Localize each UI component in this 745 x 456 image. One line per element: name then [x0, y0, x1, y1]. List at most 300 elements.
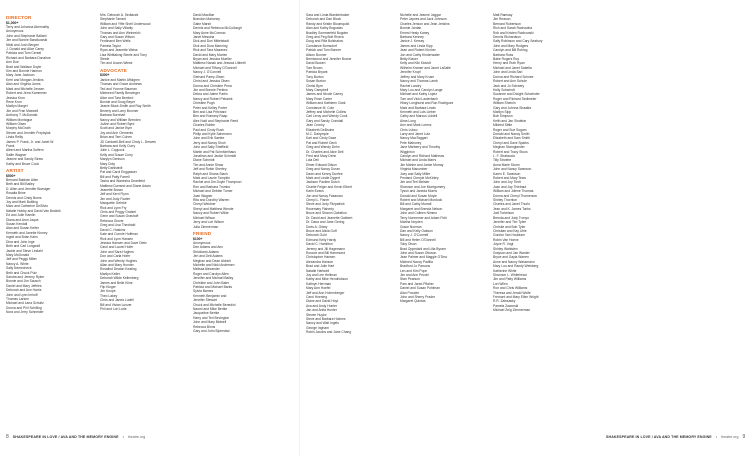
donor-name: James and Belle Kline — [100, 280, 133, 285]
donor-name: Gary and Sandy Crandall — [306, 118, 344, 123]
donor-name: Cheryl and Dave Sparks — [493, 140, 529, 145]
donor-name: Joy and Ann Clements — [100, 130, 133, 135]
donor-name: Robin Jacobs and Jane Chang — [306, 330, 352, 335]
donor-name: Len and Kim Pope — [400, 268, 428, 273]
donor-name: Barbara Burnhart — [100, 113, 126, 118]
donor-name: Jon and Cathy Kinderwater — [400, 52, 440, 57]
donor-name: Carol and Laurel Hofer — [100, 245, 134, 250]
donor-name: Daniel and Susan Pohlman — [400, 286, 440, 291]
donor-name: Steve and Barbara Holmes — [306, 317, 346, 322]
donor-name: Christie and Bob Tyler — [493, 224, 526, 229]
donor-name: Brentwood and Jennifer Boone — [306, 57, 352, 62]
donor-name: Rick and Lynn Fry — [100, 205, 127, 210]
donor-name: Marc and Catherine DeSilvio — [6, 204, 48, 209]
donor-name: Greg and Nancy Doran — [306, 167, 340, 172]
donor-name: Jodi Torkelson — [493, 211, 515, 216]
donor-name: Albert and Martha Suffern — [6, 148, 44, 153]
donor-name: Ann Doe — [6, 60, 19, 65]
giving-level-amount: $500+ — [6, 173, 16, 178]
donor-name: Jim Knope — [100, 289, 116, 294]
donor-name: Ron and Barbara Trumbo — [193, 184, 231, 189]
donor-name: Terry and Johanna Abernathy — [6, 25, 50, 29]
donor-name: Robin Van Hoeve — [493, 237, 519, 242]
donor-name: Jerry and Nancy Shuh — [193, 140, 226, 145]
donor-name: Christian and Kay Uhle — [493, 228, 527, 233]
donor-name: Elizabeth and Sam Smith — [493, 136, 531, 141]
donor-name: Mary McDonald — [6, 252, 30, 257]
donor-name: Mary Lou and Carolyn Lange — [400, 87, 443, 92]
donor-name: Mark and Leslie Dygert — [306, 176, 340, 181]
donor-name: Babe Rogers Roy — [493, 57, 520, 62]
donor-name: Lori Wilen — [493, 281, 508, 286]
donor-name: Peter and Kelley Porter — [193, 105, 228, 110]
donor-name: Brad and Wallace Doyle — [6, 64, 42, 69]
donor-name: Jonathan and Jackie Schmidt — [193, 154, 237, 158]
donor-name: Shannon and Joe Montgomery — [400, 184, 446, 189]
donor-name: Patricia and Michael Barks — [193, 284, 233, 289]
donor-name: Jessica Hansen and Dave Dietz — [100, 240, 147, 245]
donor-name: Jane Marberry and Timothy — [400, 145, 441, 150]
donor-name: Tom Brown — [306, 65, 323, 70]
donor-name: Sara and Linda Blankenbaker — [306, 13, 350, 17]
donor-name: Kelly and Kiki Klotzdt — [400, 61, 431, 66]
donor-name: Pete Mahoney — [400, 140, 422, 145]
donor-name: Janice J. Kersey — [400, 39, 425, 44]
donor-name: Patricia and Tom Cereal — [6, 51, 42, 56]
donor-name: Cheryl L. Fisher — [306, 198, 330, 203]
donor-name: Beverly and Larry Bronner — [100, 108, 139, 113]
donor-name: Beth and Carl Longwell — [6, 244, 41, 249]
website-label: theatre.org — [721, 435, 739, 439]
donor-name: Anne and Nancy Wassmann — [493, 259, 535, 264]
donor-name: John and Stephanie Ballard — [6, 33, 47, 38]
donor-column-2 — [100, 13, 166, 311]
donor-column-6 — [493, 13, 559, 313]
donor-name: Jerry and Lori Wilson — [193, 220, 224, 225]
donor-name: Dee Adams and Ann — [193, 245, 224, 250]
donor-name: Robert and Jerra Kammeier — [6, 91, 47, 96]
donor-name: L. F. Strafaccia — [493, 154, 515, 158]
donor-name: Pat and Robert Dech — [306, 140, 337, 145]
donor-name: Karen E. Swanson — [493, 171, 521, 176]
donor-name: Joan Wagner — [193, 193, 213, 198]
donor-name: R.R. Zalesasky — [493, 299, 516, 304]
donor-name: Thomas and Grace Andrews — [100, 82, 142, 87]
donor-name: Joan and Jay Thiebaut — [493, 184, 527, 189]
show-title: SHAKESPEARE IN LOVE / AVA AND THE MEMORY ENGINE — [606, 435, 712, 439]
giving-level-amount: $300+ — [100, 73, 110, 78]
donor-name: Ben and Romany Raap — [193, 114, 228, 119]
donor-name: Jan and Anita Hunter — [306, 308, 337, 313]
donor-name: Kate and Connie Hoffman — [100, 232, 138, 237]
donor-name: Pamela Zaworski — [493, 303, 519, 308]
donor-name: Rebecca Glover — [100, 218, 124, 223]
donor-name: John and Joy Tiedt — [493, 180, 521, 185]
donor-name: Sallie Wagner — [6, 152, 27, 157]
donor-name: Nancy A. White — [6, 261, 29, 266]
donor-name: Dennis Richardson — [493, 35, 521, 40]
donor-name: Suzanne and Dwight Schwinder — [493, 92, 540, 97]
donor-name: Jim and Judy Fowler — [100, 196, 131, 201]
donor-name: Ron and Chris Williams — [493, 286, 528, 291]
donor-name: Greg and Wendy Dehn — [306, 145, 340, 150]
donor-name: James and Linda Kipp — [400, 43, 433, 48]
donor-name: Alan and Kathy Boguslav — [306, 26, 343, 31]
donor-name: Janet Messina — [193, 35, 215, 40]
donor-name: Donna and Richard Schnee — [493, 74, 534, 79]
donor-name: Jon and Nancy Fasanaro — [306, 193, 343, 198]
donor-name: Mary Anne McCormac — [193, 30, 226, 35]
donor-name: Nora and Jerry Schneider — [6, 310, 44, 315]
donor-name: Christine Pugh — [193, 101, 215, 106]
donor-name: Patricia Bryant — [306, 70, 328, 75]
donor-name: John and Colleen Nimmo — [400, 211, 438, 216]
donor-name: Kenneth and Lois Lieber — [400, 109, 436, 114]
donor-name: Jeanette Brown — [100, 188, 123, 193]
donor-name: Betty Klauer — [400, 57, 418, 62]
donor-name: Charles Jenson and Jean Jenkins — [400, 21, 450, 26]
donor-name: Dan and Kelly Oakson — [400, 228, 433, 233]
donor-name: Natalie Hobby and David Van Buskirk — [6, 208, 61, 213]
donor-name: Brenda and Judy Tronyo — [493, 215, 529, 220]
donor-name: Mary Ann Hoefel — [306, 286, 331, 291]
donor-name: William Montague — [6, 117, 33, 122]
donor-name: Jennifer Stewart — [193, 298, 217, 303]
donor-name: Ben and Lisa Pritchard — [193, 109, 227, 114]
donor-name: Lola Deli — [306, 158, 319, 163]
donor-name: Robert and Michael Murdock — [400, 198, 443, 203]
donor-name: Natalie Hartwell — [306, 268, 330, 273]
donor-name: Marilyn Margel — [6, 104, 28, 109]
donor-name: Alan Prouder — [400, 290, 420, 295]
donor-name: Carolyn and Richard Mathews — [400, 154, 445, 158]
footer-separator: • — [122, 435, 124, 439]
donor-name: Brian and Terri Cohen — [100, 135, 133, 140]
donor-name: Rosalind Deaton Keating — [100, 267, 137, 272]
donor-name: Michael and Tiffany O'Donnell — [193, 65, 237, 70]
donor-name: Charlie Felger and Kevin Elbert — [306, 184, 352, 189]
donor-column-5 — [400, 13, 466, 304]
donor-name: Carol Hoening — [306, 295, 328, 299]
donor-name: Alexandra Hanson — [306, 259, 334, 264]
donor-name: William and Yffie Shell Underwood — [100, 21, 151, 26]
donor-name: Jeff and Robin Sherfey — [193, 167, 227, 172]
donor-name: Jim and Bonnie Perkins — [193, 87, 228, 92]
donor-name: Melissa Alexander — [193, 267, 220, 272]
donor-name: Gary and Susan Wilson — [100, 35, 135, 40]
donor-name: Steve and Judy Fitzpatrick — [306, 202, 345, 207]
donor-name: Bernard Baldwin Allen — [6, 178, 39, 182]
donor-name: Ava and Andy Hunter — [306, 303, 338, 308]
donor-name: Nikki and Josh Bergen — [6, 42, 39, 47]
donor-name: Doug and Rita Bolshakov — [306, 39, 344, 44]
donor-name: Rebecca Binns — [193, 324, 216, 329]
donor-name: Jack and Jo Schwery — [493, 83, 525, 88]
donor-name: Kenneth and Janette Kinney — [6, 230, 48, 235]
donor-name: Kelly and Susan Curry — [100, 152, 133, 157]
donor-name: Anonymous — [193, 240, 211, 245]
donor-name: Chuck and Michelle Benedict — [193, 302, 236, 307]
donor-name: Kim and Bonnie Harmon — [6, 69, 42, 74]
donor-name: Shirley Thornton — [493, 198, 518, 203]
donor-name: Tim and Lisann Wiese — [100, 61, 133, 66]
donor-name: Constance M. Cole — [306, 105, 335, 110]
donor-name: Jessica Kron — [6, 95, 25, 100]
donor-name: Barbara Ross — [493, 52, 514, 57]
donor-name: Bill and Cathy Murrall — [400, 202, 432, 207]
donor-name: Janice and Martin Affolgren — [100, 77, 140, 82]
donor-name: Jim and Bonnie Bandkowski — [6, 38, 48, 43]
donor-name: Theresa and Jerald Wolfe — [493, 290, 531, 295]
donor-name: David Bowen — [306, 61, 326, 66]
website-label: theatre.org — [127, 435, 146, 439]
donor-name: Bradley Sommerfeld Bogden — [306, 30, 349, 35]
donor-name: Jim and Ann Pecchi — [400, 272, 429, 277]
donor-name: Jeri and Deb Adams — [193, 254, 223, 259]
donor-name: Karl and Cindy Daze — [306, 136, 337, 141]
donor-name: Ann and Mark Lorenz — [400, 123, 432, 128]
donor-name: Rita and Dorothy Warren — [193, 198, 230, 203]
donor-name: Deborah and Ann Harris — [6, 288, 42, 293]
donor-name: John and Sara Hughes — [100, 249, 134, 254]
donor-name: Midmed Nancy Padilla — [400, 259, 433, 264]
donor-name: Alan and Susan Keifer — [6, 226, 39, 231]
donor-name: Brad and Julie Hart — [306, 264, 335, 269]
donor-name: Sandra and Jeremy Ryker — [6, 274, 45, 279]
donor-name: Terry Nonnemer and Adam Pohl — [400, 215, 447, 220]
donor-name: Anonymous — [6, 29, 24, 34]
donor-name: John and Mary Bidwell — [193, 320, 227, 325]
donor-name: David C. Haskins — [100, 227, 126, 232]
donor-name: Barbara and Kelly Curry — [100, 143, 136, 148]
donor-name: Deborah Wilde Kellenberg — [100, 276, 139, 281]
donor-name: Midmeed Family Benzinger — [100, 91, 140, 96]
donor-name: Fred and Mary Dehn — [306, 154, 337, 158]
donor-name: Barbara Kenney — [400, 35, 424, 40]
donor-name: William and Jolene Thomas — [493, 189, 534, 194]
donor-name: Steven Huyke — [306, 312, 327, 317]
donor-name: Ed and Julie Hamlin — [6, 213, 36, 218]
donor-name: Jean Cronky — [306, 123, 325, 128]
page-number: 9 — [742, 434, 745, 440]
donor-name: Rich and Sarah Rachowka — [493, 26, 533, 31]
donor-name: Sheryl and Matthew Wende — [193, 206, 234, 211]
donor-name: Michelle and Nicki Andersen — [193, 262, 235, 267]
donor-name: Jeffrey and Mary Kruse — [400, 74, 435, 79]
donor-column-4 — [306, 13, 372, 335]
donor-name: Bob Simpson — [493, 114, 513, 119]
donor-name: Greg and Lisa Theobald — [100, 223, 136, 228]
donor-name: John and Wendy Hughes — [100, 258, 137, 263]
donor-name: Michael and Debbie Turner — [193, 189, 233, 194]
donor-name: John and Sally Sheffield — [193, 145, 229, 150]
donor-name: Joy and Lee Heilman — [306, 272, 337, 277]
donor-name: Nancy and Thomas Lamb — [400, 79, 438, 84]
donor-name: Roger and Sue Sogam — [493, 127, 527, 132]
donor-name: Jim Reason — [493, 17, 511, 22]
footer-separator: • — [715, 435, 718, 439]
donor-name: Michael and Linda Marrs — [400, 158, 437, 163]
donor-name: Tasha and Wanesha Deanfield — [100, 179, 145, 184]
donor-name: Rachel and Jim Doyle Thompson — [193, 180, 242, 185]
donor-name: Bill and Patty Farrell — [100, 174, 130, 179]
donor-name: Joy and Mark Buttling — [6, 200, 38, 205]
donor-name: Constance Bomsdorf — [306, 43, 337, 48]
donor-name: Chris and Peggy Gratzel — [100, 210, 136, 215]
donor-name: Deborah Gold — [306, 233, 327, 238]
donor-name: Karin Evans — [306, 189, 324, 194]
donor-name: Kathryn Herrman — [306, 281, 332, 286]
donor-name: Mary Rose Carter — [306, 96, 333, 101]
donor-name: Michael and Kathy Lopez — [400, 92, 438, 97]
donor-name: Jennifer Kropf — [400, 70, 421, 75]
donor-name: Rene Kron — [6, 99, 22, 104]
donor-name: Jean Palmer and Maggie O'Dea — [400, 255, 447, 260]
donor-name: Roger and Richard Sedlmeier — [493, 96, 537, 101]
donor-name: Jeanne and Sandy Straw — [6, 157, 43, 162]
donor-name: Rick and Tara Mazanec — [193, 48, 228, 53]
donor-name: John and Erik Saelee — [193, 136, 225, 141]
donor-name: Allan and Mary Hunder — [100, 262, 134, 267]
donor-name: JD Cardwell-Bell and Cindy L. Drewek — [100, 139, 156, 144]
donor-name: JoAnn and Robert Byrd — [100, 121, 135, 126]
donor-name: Sally Nemecheck — [6, 266, 32, 271]
donor-name: Michael Wilson — [193, 215, 216, 220]
donor-name: Joyce R. Vogt — [493, 242, 514, 247]
donor-name: Carl Leroy and Wendy Cook — [306, 114, 348, 119]
donor-name: Christine and John Baier — [193, 280, 230, 285]
donor-name: Anthony T. McDonald — [6, 113, 38, 118]
donor-name: Theo Lakey — [100, 293, 118, 298]
donor-name: Larry and Janet Lutz — [400, 131, 431, 136]
donor-name: Jeanie Bluck-Smith and Ray Smith — [100, 104, 151, 109]
donor-name: Mark and Laurie Tompkin — [193, 176, 230, 181]
donor-name: Robert and Ann Schule — [493, 79, 527, 84]
donor-name: Matthew Nanak and Jessica Libbrell — [193, 61, 246, 66]
donor-name: Michael and Lana Schultz — [6, 301, 44, 306]
donor-name: Ryan and Jeanette Weiss — [100, 48, 138, 53]
donor-name: Gary and John Bjornstad — [193, 329, 230, 334]
donor-name: William Sheinin — [493, 101, 516, 106]
donor-name: Rob and Kristen Rachowski — [493, 30, 534, 35]
donor-name: Dick and Dori Mittelstadt — [193, 39, 229, 44]
donor-name: Grace Norman — [400, 224, 422, 229]
donor-name: Bill and Vivian Lunzer — [100, 302, 132, 307]
donor-name: Jacqueline Bertke — [193, 311, 220, 316]
donor-name: Diane Schmidt — [193, 158, 215, 163]
donor-name: Nancy J. O'Connell — [193, 70, 222, 75]
donor-name: Stan Pearson — [400, 277, 420, 282]
donor-name: J. Donald and Alice Carey — [6, 47, 44, 52]
donor-name: Peter Jaynes and Jack Johnson — [400, 17, 447, 22]
donor-name: Toby Olson — [400, 242, 417, 247]
donor-name: Murphy McGrath — [6, 126, 31, 131]
donor-name: Joey and Sally Miller — [400, 171, 431, 176]
donor-name: Michael Zeig Zimmerman — [493, 308, 531, 313]
donor-name: Alan and Virginia Jones — [6, 82, 41, 87]
donor-name: Scott and Janice Byrn — [100, 126, 133, 131]
giving-level-heading: FRIEND — [193, 230, 212, 236]
donor-name: Jeremy and Jill Hagemann — [306, 246, 346, 251]
right-page-footer — [606, 434, 745, 440]
donor-name: Pamela Taylor — [100, 43, 121, 48]
donor-name: M.C. Dalrymple — [306, 131, 329, 136]
donor-name: Chelsi Byrn — [306, 83, 323, 88]
donor-name: Matthew Durrand and Diane Adam — [100, 183, 151, 188]
donor-name: Bonnie and Jim Sausch — [6, 279, 41, 284]
donor-name: Susan Kendall — [6, 222, 28, 227]
donor-name: Marquette Gehrke — [100, 201, 127, 206]
donor-name: Fremont and Mary Ellen Wright — [493, 295, 539, 299]
donor-name: John and Sally Villarily — [100, 26, 133, 31]
donor-name: Dennis and Cindy Burns — [6, 195, 42, 200]
donor-name: Julie L. Coppock — [100, 148, 125, 153]
donor-name: Cathy and Marcus Liddell — [400, 114, 438, 119]
donor-name: Keith and Jan Sindelar — [493, 118, 527, 123]
donor-name: Ingrid and Brian Kahn — [6, 235, 38, 240]
donor-name: Jackson Pauline Dutch — [306, 180, 340, 185]
donor-name: Marylyn Denison — [100, 157, 125, 162]
donor-name: Sylvia Barnes — [193, 289, 214, 294]
donor-name: Dorts A. Gitary — [306, 224, 328, 229]
donor-name: Margaret Quintas — [400, 299, 426, 304]
donor-name: Margaret and Brenda Nelson — [400, 206, 443, 211]
donor-name: Nancy and Robert Pekarek — [193, 96, 233, 101]
donor-name: Penland Cheryle McKinley — [400, 176, 439, 181]
donor-name: Shirley Wahlsten — [493, 246, 518, 251]
donor-name: Ferdinand Ben Wells — [100, 39, 131, 44]
donor-name: Bruce and Alicia Goff — [306, 228, 337, 233]
donor-name: Dr. Dana and Jane Gering — [306, 220, 345, 225]
donor-name: Jean and Robert Kircher — [400, 48, 436, 53]
donor-name: Nichelle and Jeanne Jaggar — [400, 13, 441, 17]
donor-name: Bonnie Jordan — [400, 26, 422, 31]
donor-name: Dick and Dora Manning — [193, 43, 228, 48]
donor-name: Flip Kluger — [100, 284, 116, 289]
donor-name: Dina and John Inge — [6, 239, 35, 244]
donor-name: Martin and Pat Schnitzelhaus — [193, 149, 236, 154]
page-number: 8 — [6, 434, 9, 440]
donor-name: Elmer Edward Dilson — [306, 162, 337, 167]
donor-name: Marilyn Sipp — [493, 109, 512, 114]
donor-name: Jeffrey and Michelle Collins — [306, 109, 347, 114]
donor-name: Bradford Jo Parsons — [400, 264, 431, 269]
donor-name: John and Sherry Prader — [400, 295, 436, 299]
donor-name: Gary and Johnna Shaakla — [493, 105, 532, 110]
donor-name: Nancy and Robert Wilde — [193, 211, 229, 216]
donor-name: Bonnie and Doug Beyer — [100, 99, 136, 104]
donor-name: Martha Noyden — [400, 220, 423, 225]
donor-name: Donald and Susan Moyle — [400, 193, 437, 198]
donor-name: Mark and Michelle Jensen — [6, 86, 45, 91]
donor-name: Henry and Ruth Ryan — [493, 61, 525, 66]
donor-name: Kathy and Bruce Cook — [6, 161, 39, 166]
donor-name: John and Susan Ottoson — [400, 250, 437, 255]
donor-name: Rachel Landry — [400, 83, 422, 88]
donor-name: Rick and Lynn Hansen — [100, 236, 134, 241]
donor-name: Steele — [100, 57, 110, 62]
donor-name: Jim and Patty Williams — [493, 277, 527, 282]
left-page-footer — [6, 434, 145, 440]
donor-name: Mary Doty — [100, 161, 116, 166]
donor-name: Jean and K. James Tonks — [493, 206, 531, 211]
donor-name: Shannon L. Whitehead — [493, 272, 527, 277]
donor-name: Michael and Janet Sabella — [493, 65, 532, 70]
donor-name: Daniel and Mary Jeffries — [6, 283, 42, 288]
donor-name: William Olsen — [6, 121, 27, 126]
donor-name: Jeff and Ann Hohenberger — [306, 290, 345, 295]
donor-name: Jackie and Steve Lindahl — [6, 248, 43, 253]
